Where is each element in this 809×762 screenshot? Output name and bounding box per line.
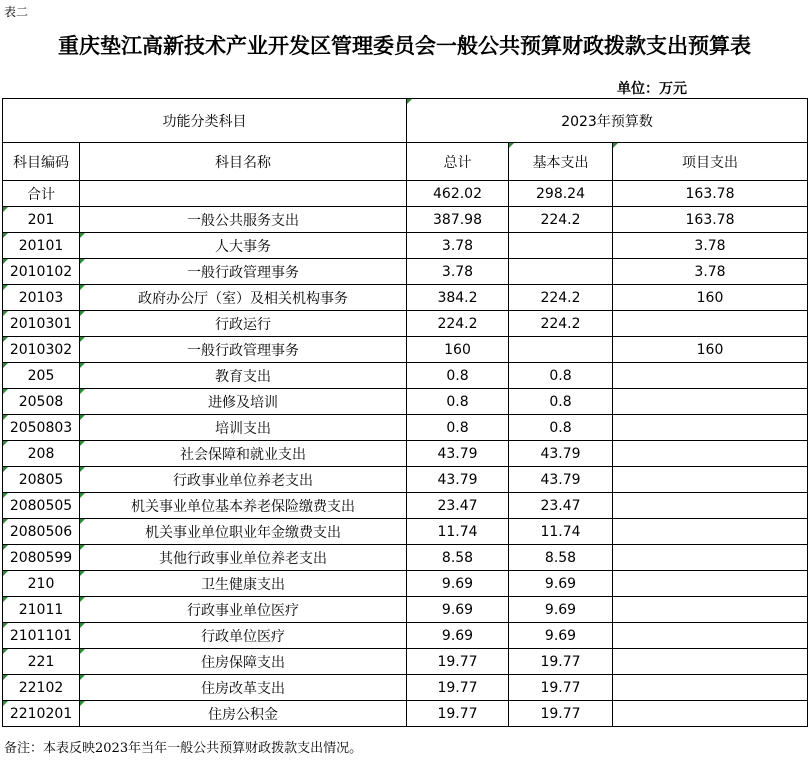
cell-basic[interactable]: 9.69 bbox=[509, 623, 613, 649]
cell-total[interactable]: 224.2 bbox=[407, 311, 509, 337]
header-total: 总计 bbox=[407, 143, 509, 181]
header-row-2 bbox=[3, 143, 808, 181]
sheet-label: 表二 bbox=[4, 5, 29, 19]
cell-total[interactable]: 462.02 bbox=[407, 181, 509, 207]
page-title: 重庆垫江高新技术产业开发区管理委员会一般公共预算财政拨款支出预算表 bbox=[58, 33, 751, 58]
table-row bbox=[3, 363, 808, 389]
table-row bbox=[3, 311, 808, 337]
cell-code[interactable]: 20508 bbox=[3, 389, 80, 415]
cell-code[interactable]: 201 bbox=[3, 207, 80, 233]
cell-project[interactable]: 163.78 bbox=[613, 181, 808, 207]
cell-project[interactable]: 3.78 bbox=[613, 259, 808, 285]
table-row bbox=[3, 493, 808, 519]
table-row bbox=[3, 415, 808, 441]
cell-total[interactable]: 0.8 bbox=[407, 415, 509, 441]
cell-name[interactable]: 一般行政管理事务 bbox=[80, 259, 407, 285]
table-row bbox=[3, 337, 808, 363]
cell-basic[interactable]: 224.2 bbox=[509, 311, 613, 337]
cell-code[interactable]: 2010301 bbox=[3, 311, 80, 337]
table-row bbox=[3, 701, 808, 727]
cell-name[interactable]: 住房公积金 bbox=[80, 701, 407, 727]
table-row bbox=[3, 467, 808, 493]
cell-code[interactable]: 210 bbox=[3, 571, 80, 597]
cell-project[interactable] bbox=[613, 545, 808, 571]
cell-code[interactable]: 221 bbox=[3, 649, 80, 675]
cell-project[interactable] bbox=[613, 597, 808, 623]
cell-project[interactable] bbox=[613, 493, 808, 519]
cell-name[interactable]: 一般公共服务支出 bbox=[80, 207, 407, 233]
cell-name[interactable]: 行政运行 bbox=[80, 311, 407, 337]
cell-project[interactable]: 163.78 bbox=[613, 207, 808, 233]
header-project: 项目支出 bbox=[613, 143, 808, 181]
header-basic: 基本支出 bbox=[509, 143, 613, 181]
cell-code[interactable]: 2080599 bbox=[3, 545, 80, 571]
cell-total[interactable]: 3.78 bbox=[407, 259, 509, 285]
table-row bbox=[3, 441, 808, 467]
cell-name[interactable]: 机关事业单位基本养老保险缴费支出 bbox=[80, 493, 407, 519]
cell-name[interactable]: 政府办公厅（室）及相关机构事务 bbox=[80, 285, 407, 311]
table-row bbox=[3, 545, 808, 571]
cell-code[interactable]: 2050803 bbox=[3, 415, 80, 441]
cell-total[interactable]: 384.2 bbox=[407, 285, 509, 311]
cell-basic[interactable] bbox=[509, 259, 613, 285]
cell-project[interactable] bbox=[613, 649, 808, 675]
cell-project[interactable] bbox=[613, 441, 808, 467]
cell-code[interactable]: 2101101 bbox=[3, 623, 80, 649]
cell-total[interactable]: 9.69 bbox=[407, 571, 509, 597]
cell-name[interactable]: 进修及培训 bbox=[80, 389, 407, 415]
cell-project[interactable] bbox=[613, 467, 808, 493]
cell-project[interactable] bbox=[613, 623, 808, 649]
table-row bbox=[3, 571, 808, 597]
cell-project[interactable] bbox=[613, 311, 808, 337]
header-year-budget: 2023年预算数 bbox=[407, 99, 808, 143]
cell-name[interactable]: 其他行政事业单位养老支出 bbox=[80, 545, 407, 571]
cell-basic[interactable]: 8.58 bbox=[509, 545, 613, 571]
table-row bbox=[3, 259, 808, 285]
header-row-1 bbox=[3, 99, 808, 143]
cell-total[interactable]: 387.98 bbox=[407, 207, 509, 233]
cell-project[interactable] bbox=[613, 571, 808, 597]
cell-basic[interactable]: 9.69 bbox=[509, 597, 613, 623]
cell-total[interactable]: 3.78 bbox=[407, 233, 509, 259]
cell-total[interactable]: 9.69 bbox=[407, 597, 509, 623]
cell-project[interactable] bbox=[613, 675, 808, 701]
footnote: 备注：本表反映2023年当年一般公共预算财政拨款支出情况。 bbox=[4, 741, 363, 756]
cell-name[interactable]: 住房改革支出 bbox=[80, 675, 407, 701]
cell-total[interactable]: 19.77 bbox=[407, 675, 509, 701]
cell-project[interactable] bbox=[613, 701, 808, 727]
cell-basic[interactable]: 43.79 bbox=[509, 441, 613, 467]
cell-name[interactable]: 行政单位医疗 bbox=[80, 623, 407, 649]
table-row bbox=[3, 285, 808, 311]
cell-total[interactable]: 0.8 bbox=[407, 363, 509, 389]
cell-name[interactable]: 人大事务 bbox=[80, 233, 407, 259]
cell-total[interactable]: 19.77 bbox=[407, 649, 509, 675]
header-function-category: 功能分类科目 bbox=[3, 99, 407, 143]
cell-basic[interactable]: 0.8 bbox=[509, 389, 613, 415]
cell-total[interactable]: 0.8 bbox=[407, 389, 509, 415]
cell-project[interactable] bbox=[613, 363, 808, 389]
cell-name[interactable]: 住房保障支出 bbox=[80, 649, 407, 675]
cell-name[interactable]: 行政事业单位养老支出 bbox=[80, 467, 407, 493]
cell-code[interactable]: 2010102 bbox=[3, 259, 80, 285]
cell-code[interactable]: 合计 bbox=[3, 181, 80, 207]
cell-basic[interactable]: 0.8 bbox=[509, 363, 613, 389]
cell-name[interactable] bbox=[80, 181, 407, 207]
cell-project[interactable] bbox=[613, 519, 808, 545]
cell-basic[interactable]: 19.77 bbox=[509, 701, 613, 727]
header-name: 科目名称 bbox=[80, 143, 407, 181]
cell-name[interactable]: 一般行政管理事务 bbox=[80, 337, 407, 363]
cell-total[interactable]: 8.58 bbox=[407, 545, 509, 571]
table-row bbox=[3, 649, 808, 675]
cell-basic[interactable]: 19.77 bbox=[509, 649, 613, 675]
table-row bbox=[3, 207, 808, 233]
cell-name[interactable]: 卫生健康支出 bbox=[80, 571, 407, 597]
unit-label: 单位：万元 bbox=[617, 81, 687, 97]
cell-name[interactable]: 培训支出 bbox=[80, 415, 407, 441]
cell-basic[interactable]: 11.74 bbox=[509, 519, 613, 545]
cell-name[interactable]: 机关事业单位职业年金缴费支出 bbox=[80, 519, 407, 545]
cell-project[interactable] bbox=[613, 389, 808, 415]
cell-basic[interactable]: 0.8 bbox=[509, 415, 613, 441]
cell-total[interactable]: 11.74 bbox=[407, 519, 509, 545]
cell-basic[interactable]: 298.24 bbox=[509, 181, 613, 207]
cell-total[interactable]: 43.79 bbox=[407, 467, 509, 493]
cell-basic[interactable]: 23.47 bbox=[509, 493, 613, 519]
cell-total[interactable]: 43.79 bbox=[407, 441, 509, 467]
budget-table bbox=[2, 98, 808, 727]
cell-code[interactable]: 20103 bbox=[3, 285, 80, 311]
table-row bbox=[3, 597, 808, 623]
cell-code[interactable]: 2210201 bbox=[3, 701, 80, 727]
cell-total[interactable]: 9.69 bbox=[407, 623, 509, 649]
cell-total[interactable]: 23.47 bbox=[407, 493, 509, 519]
cell-code[interactable]: 21011 bbox=[3, 597, 80, 623]
table-row bbox=[3, 675, 808, 701]
cell-project[interactable] bbox=[613, 415, 808, 441]
cell-basic[interactable]: 9.69 bbox=[509, 571, 613, 597]
header-code: 科目编码 bbox=[3, 143, 80, 181]
cell-basic[interactable]: 224.2 bbox=[509, 285, 613, 311]
cell-basic[interactable] bbox=[509, 337, 613, 363]
table-row bbox=[3, 233, 808, 259]
cell-project[interactable]: 160 bbox=[613, 337, 808, 363]
cell-total[interactable]: 160 bbox=[407, 337, 509, 363]
cell-name[interactable]: 教育支出 bbox=[80, 363, 407, 389]
cell-basic[interactable]: 224.2 bbox=[509, 207, 613, 233]
cell-code[interactable]: 20101 bbox=[3, 233, 80, 259]
cell-code[interactable]: 22102 bbox=[3, 675, 80, 701]
cell-code[interactable]: 2010302 bbox=[3, 337, 80, 363]
cell-project[interactable]: 3.78 bbox=[613, 233, 808, 259]
cell-basic[interactable]: 43.79 bbox=[509, 467, 613, 493]
cell-basic[interactable]: 19.77 bbox=[509, 675, 613, 701]
cell-code[interactable]: 20805 bbox=[3, 467, 80, 493]
cell-code[interactable]: 2080506 bbox=[3, 519, 80, 545]
cell-total[interactable]: 19.77 bbox=[407, 701, 509, 727]
cell-basic[interactable] bbox=[509, 233, 613, 259]
cell-name[interactable]: 社会保障和就业支出 bbox=[80, 441, 407, 467]
cell-code[interactable]: 2080505 bbox=[3, 493, 80, 519]
table-row bbox=[3, 519, 808, 545]
table-row bbox=[3, 623, 808, 649]
cell-code[interactable]: 205 bbox=[3, 363, 80, 389]
cell-project[interactable]: 160 bbox=[613, 285, 808, 311]
cell-code[interactable]: 208 bbox=[3, 441, 80, 467]
cell-name[interactable]: 行政事业单位医疗 bbox=[80, 597, 407, 623]
table-row bbox=[3, 181, 808, 207]
table-row bbox=[3, 389, 808, 415]
